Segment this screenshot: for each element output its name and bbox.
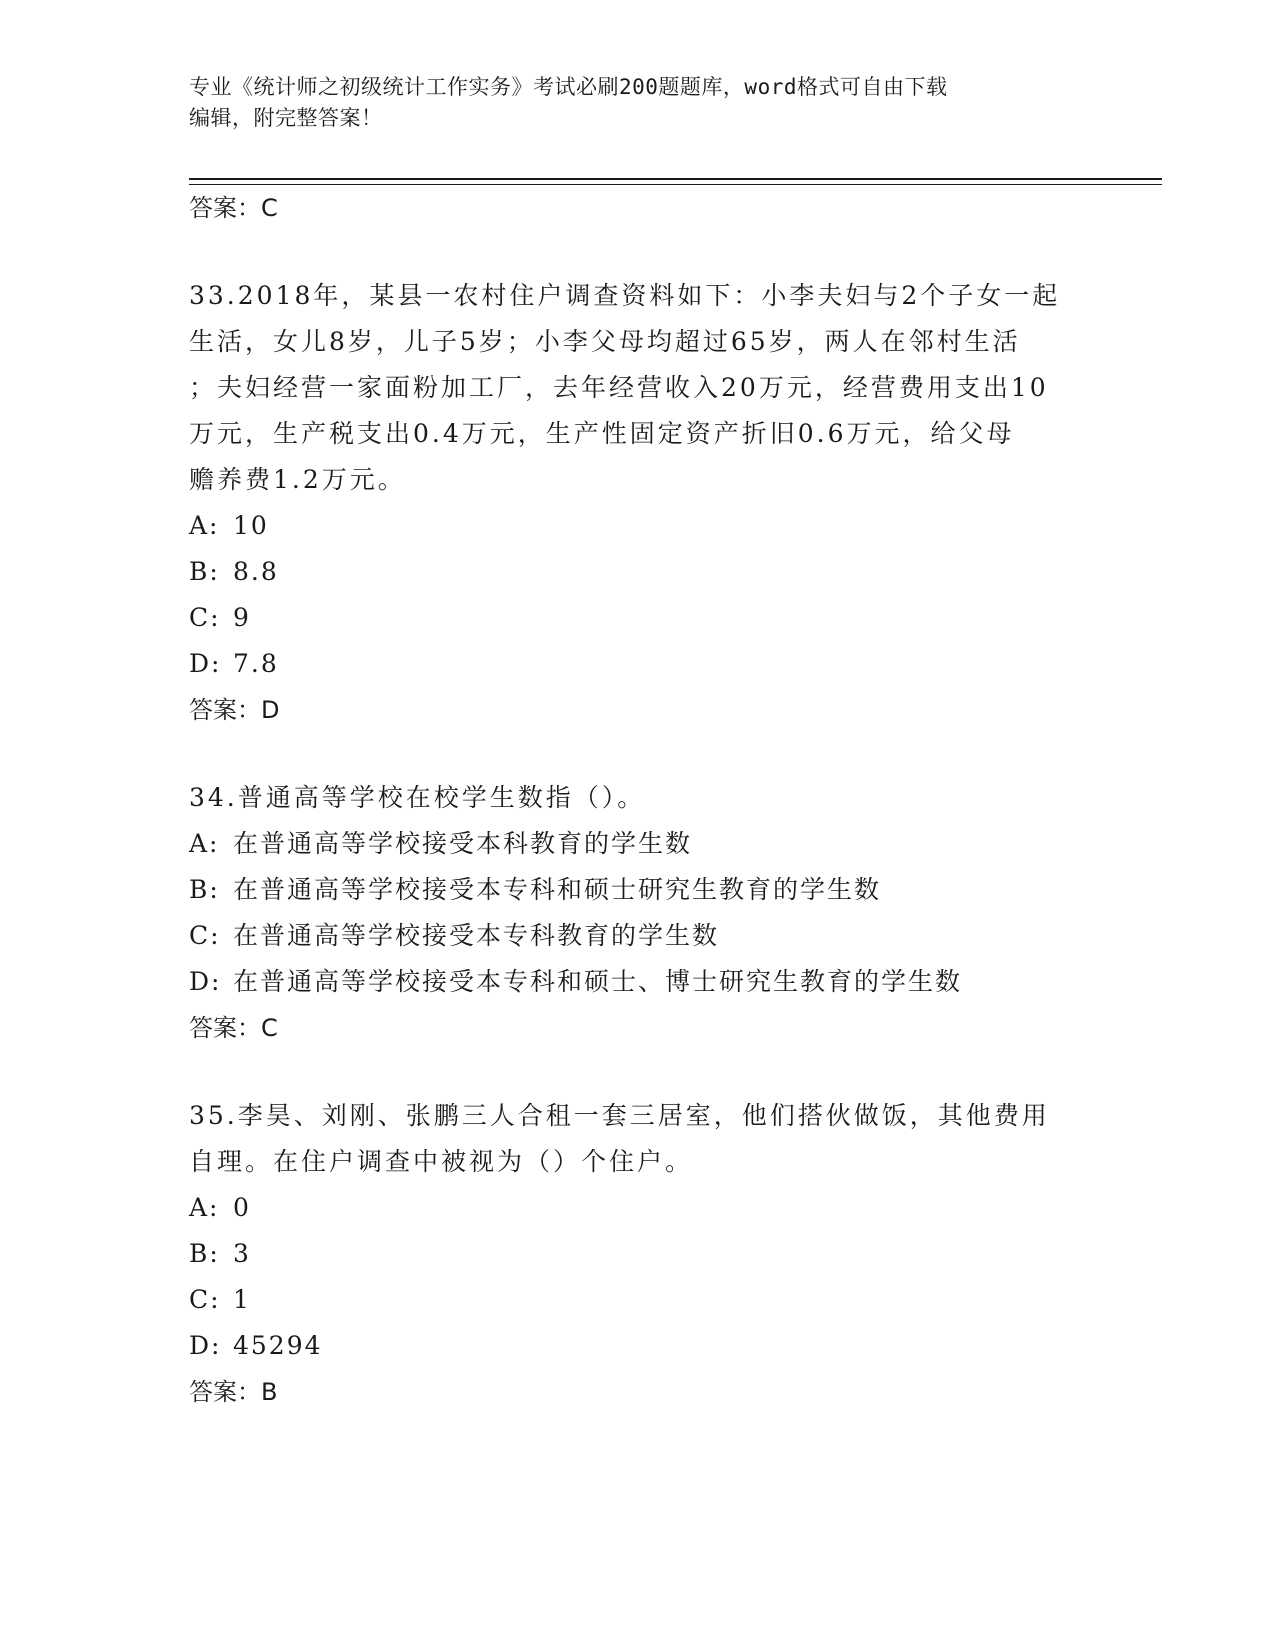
question-spacer [189, 1051, 1089, 1093]
option-key: D: [189, 967, 222, 996]
stem-line: 33.2018年，某县一农村住户调查资料如下：小李夫妇与2个子女一起 [189, 281, 1061, 310]
stem-line: 万元，生产税支出0.4万元，生产性固定资产折旧0.6万元，给父母 [189, 419, 1015, 448]
option-text: 在普通高等学校接受本专科和硕士研究生教育的学生数 [233, 875, 882, 904]
stem-line: 赡养费1.2万元。 [189, 465, 406, 494]
option-c [189, 913, 1089, 959]
option-text: 3 [233, 1239, 251, 1268]
option-key: C: [189, 1285, 221, 1314]
stem-line: 34.普通高等学校在校学生数指（）。 [189, 783, 646, 812]
option-a [189, 1185, 1089, 1231]
option-key: B: [189, 1239, 220, 1268]
question-stem [189, 273, 1089, 503]
option-a [189, 503, 1089, 549]
option-key: A: [189, 1193, 220, 1222]
header-line-1: 专业《统计师之初级统计工作实务》考试必刷200题题库，word格式可自由下载 [189, 75, 948, 99]
option-d [189, 1323, 1089, 1369]
option-d [189, 641, 1089, 687]
option-b [189, 549, 1089, 595]
stem-line: ；夫妇经营一家面粉加工厂，去年经营收入20万元，经营费用支出10 [189, 373, 1049, 402]
option-b [189, 867, 1089, 913]
option-text: 45294 [233, 1331, 323, 1360]
question-spacer [189, 733, 1089, 775]
option-key: D: [189, 649, 222, 678]
stem-line: 生活，女儿8岁，儿子5岁；小李父母均超过65岁，两人在邻村生活 [189, 327, 1021, 356]
stem-line: 自理。在住户调查中被视为（）个住户。 [189, 1147, 694, 1176]
option-text: 8.8 [233, 557, 279, 586]
option-key: B: [189, 875, 220, 904]
question-stem [189, 775, 1089, 821]
option-b [189, 1231, 1089, 1277]
option-text: 在普通高等学校接受本专科和硕士、博士研究生教育的学生数 [233, 967, 963, 996]
answer-label: 答案：C [189, 194, 278, 222]
option-c [189, 1277, 1089, 1323]
option-key: A: [189, 829, 220, 858]
option-key: B: [189, 557, 220, 586]
answer-label: 答案：C [189, 1014, 278, 1042]
option-a [189, 821, 1089, 867]
option-text: 10 [233, 511, 269, 540]
option-key: C: [189, 921, 221, 950]
question-35 [189, 1093, 1089, 1415]
option-text: 1 [233, 1285, 251, 1314]
header-rule-thick [189, 178, 1162, 180]
option-key: D: [189, 1331, 222, 1360]
answer-label: 答案：B [189, 1378, 278, 1406]
answer-label: 答案：D [189, 696, 280, 724]
question-list [189, 185, 1089, 1415]
option-key: A: [189, 511, 220, 540]
stem-line: 35.李昊、刘刚、张鹏三人合租一套三居室，他们搭伙做饭，其他费用 [189, 1101, 1050, 1130]
option-text: 7.8 [233, 649, 279, 678]
option-c [189, 595, 1089, 641]
option-key: C: [189, 603, 221, 632]
question-33 [189, 273, 1089, 733]
question-stem [189, 1093, 1089, 1185]
option-d [189, 959, 1089, 1005]
page-header [189, 72, 1089, 134]
option-text: 0 [233, 1193, 251, 1222]
question-34 [189, 775, 1089, 1051]
option-text: 在普通高等学校接受本专科教育的学生数 [233, 921, 720, 950]
header-line-2: 编辑，附完整答案！ [189, 106, 383, 130]
option-text: 9 [233, 603, 251, 632]
option-text: 在普通高等学校接受本科教育的学生数 [233, 829, 693, 858]
